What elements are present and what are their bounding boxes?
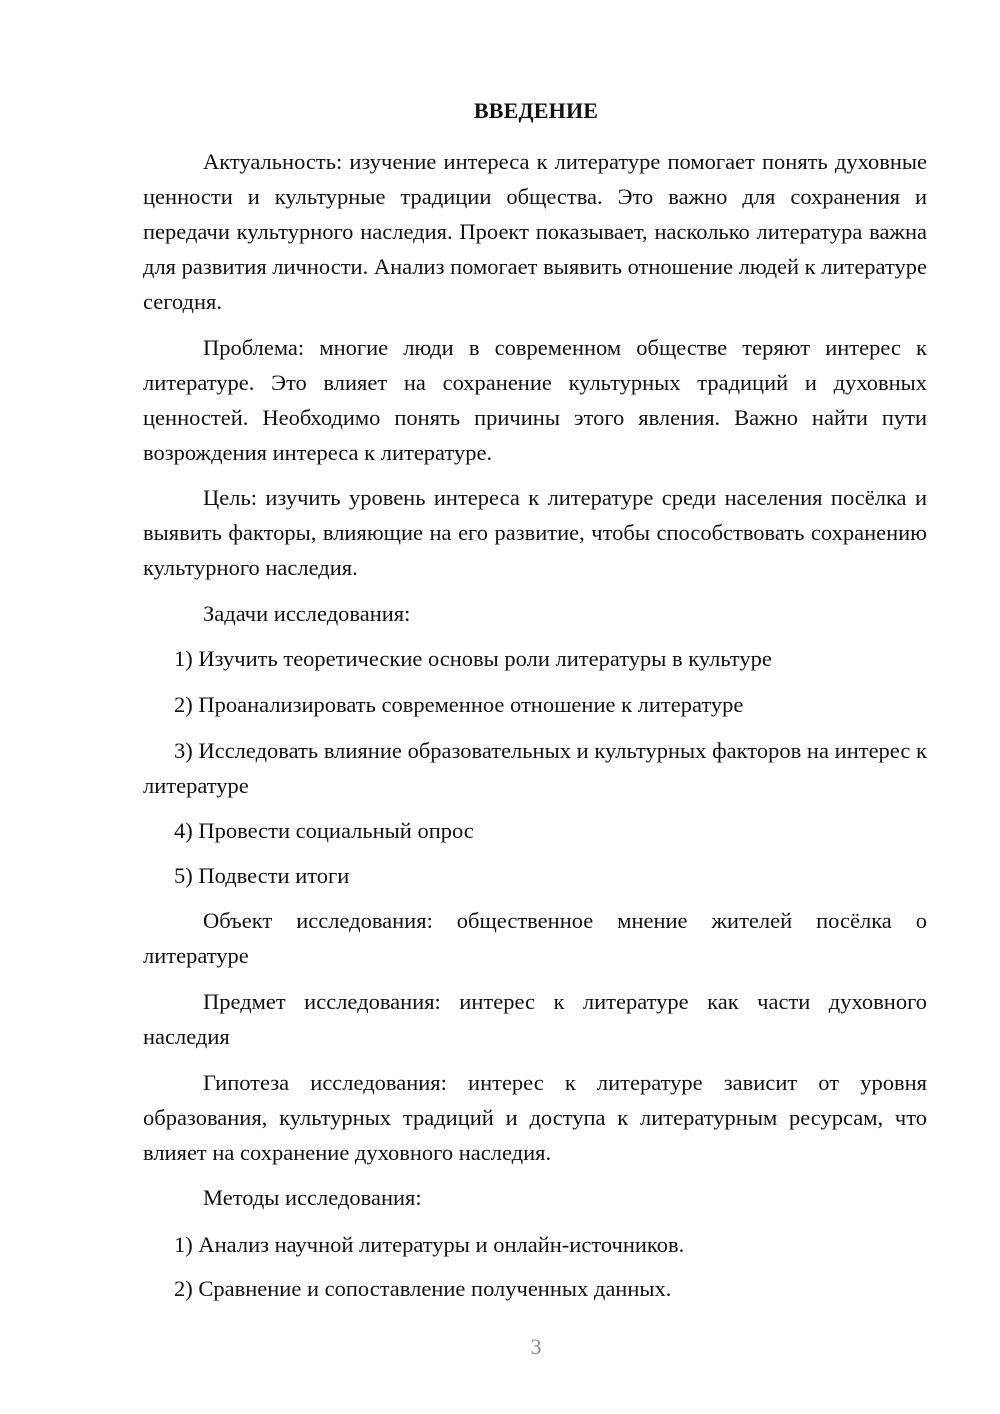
goal-paragraph: Цель: изучить уровень интереса к литературе среди населения посёлка и выявить факторы, влияющие на его развитие, чтобы способствовать сохранению культурного наследия. [143, 485, 927, 580]
section-title-text: ВВЕДЕНИЕ [473, 98, 599, 123]
methods-heading: Методы исследования: [203, 1185, 422, 1210]
task-item-1: 1) Изучить теоретические основы роли литературы в культуре [174, 646, 772, 671]
task-item-4: 4) Провести социальный опрос [174, 818, 474, 843]
method-item-1: 1) Анализ научной литературы и онлайн-источников. [174, 1232, 685, 1257]
tasks-heading: Задачи исследования: [203, 601, 411, 626]
page-number: 3 [530, 1334, 542, 1359]
task-item-5: 5) Подвести итоги [174, 863, 350, 888]
relevance-paragraph: Актуальность: изучение интереса к литературе помогает понять духовные ценности и культурные традиции общества. Это важно для сохранения и передачи культурного наследия. Проект показывает, насколько литература важна для развития личности. Анализ помогает выявить отношение людей к литературе сегодня. [143, 149, 927, 314]
object-paragraph: Объект исследования: общественное мнение жителей посёлка о литературе [143, 908, 927, 968]
method-item-2: 2) Сравнение и сопоставление полученных данных. [174, 1276, 672, 1301]
problem-paragraph: Проблема: многие люди в современном обществе теряют интерес к литературе. Это влияет на сохранение культурных традиций и духовных ценностей. Необходимо понять причины этого явления. Важно найти пути возрождения интереса к литературе. [143, 335, 927, 465]
subject-paragraph: Предмет исследования: интерес к литературе как части духовного наследия [143, 989, 927, 1049]
task-item-2: 2) Проанализировать современное отношение к литературе [174, 692, 744, 717]
section-title [0, 96, 1000, 126]
hypothesis-paragraph: Гипотеза исследования: интерес к литературе зависит от уровня образования, культурных традиций и доступа к литературным ресурсам, что влияет на сохранение духовного наследия. [143, 1070, 927, 1165]
task-item-3: 3) Исследовать влияние образовательных и культурных факторов на интерес к литературе [143, 738, 927, 798]
